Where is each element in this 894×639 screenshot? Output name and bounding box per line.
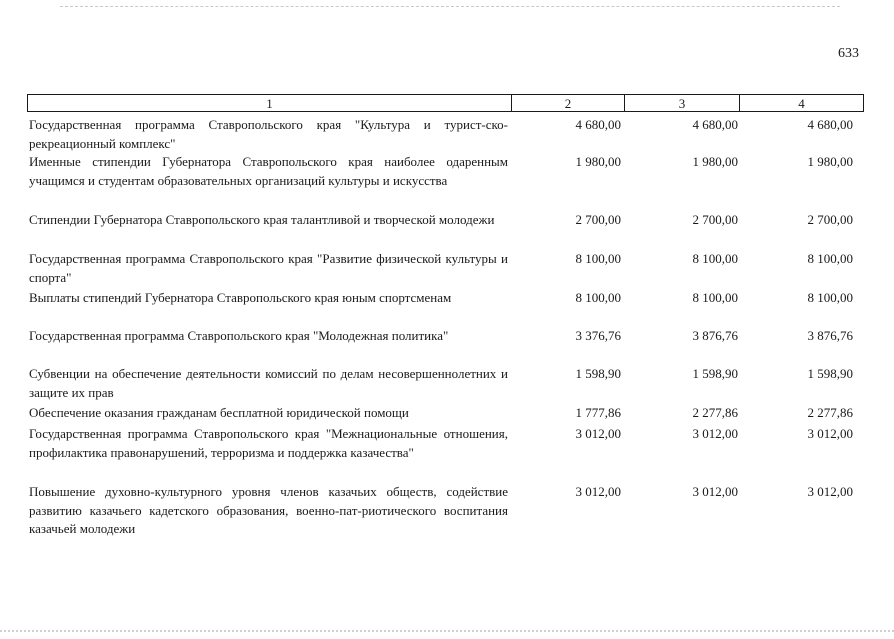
row-value-col-4: 3 876,76 — [807, 328, 853, 343]
row-value-col-2: 1 980,00 — [575, 154, 621, 169]
row-value-col-2: 3 376,76 — [575, 328, 621, 343]
row-value-col-4: 3 012,00 — [807, 484, 853, 499]
row-value-col-2: 4 680,00 — [575, 117, 621, 132]
row-name: Обеспечение оказания гражданам бесплатной юридической помощи — [29, 405, 409, 420]
row-value-col-2: 3 012,00 — [575, 484, 621, 499]
row-value-col-3: 3 876,76 — [692, 328, 738, 343]
table-header — [27, 94, 864, 112]
row-value-col-3: 3 012,00 — [692, 484, 738, 499]
page-number: 633 — [838, 46, 859, 61]
row-name: Субвенции на обеспечение деятельности комиссий по делам несовершеннолетних и защите их прав — [29, 366, 508, 400]
header-col-3: 3 — [625, 95, 740, 111]
row-value-col-4: 8 100,00 — [807, 290, 853, 305]
row-value-col-4: 3 012,00 — [807, 426, 853, 441]
row-value-col-4: 8 100,00 — [807, 251, 853, 266]
row-value-col-2: 8 100,00 — [575, 251, 621, 266]
header-col-1: 1 — [28, 95, 512, 111]
header-col-4: 4 — [798, 96, 805, 111]
row-value-col-2: 1 598,90 — [575, 366, 621, 381]
row-value-col-3: 1 980,00 — [692, 154, 738, 169]
row-name: Государственная программа Ставропольского края "Межнациональные отношения, профилактика правонарушений, терроризма и поддержка казачества" — [29, 426, 508, 460]
row-name: Стипендии Губернатора Ставропольского края талантливой и творческой молодежи — [29, 212, 495, 227]
row-value-col-2: 3 012,00 — [575, 426, 621, 441]
row-value-col-4: 2 277,86 — [807, 405, 853, 420]
row-value-col-3: 3 012,00 — [692, 426, 738, 441]
row-value-col-4: 1 980,00 — [807, 154, 853, 169]
row-value-col-2: 1 777,86 — [575, 405, 621, 420]
row-value-col-2: 8 100,00 — [575, 290, 621, 305]
row-name: Государственная программа Ставропольского края "Развитие физической культуры и спорта" — [29, 251, 508, 285]
row-value-col-3: 2 700,00 — [692, 212, 738, 227]
row-value-col-3: 2 277,86 — [692, 405, 738, 420]
row-name: Повышение духовно-культурного уровня членов казачьих обществ, содействие развитию казачьего кадетского образования, военно-пат-риотического воспитания казачьей молодежи — [29, 484, 508, 536]
row-name: Государственная программа Ставропольского края "Культура и турист-ско-рекреационный комплекс" — [29, 117, 508, 151]
row-value-col-3: 4 680,00 — [692, 117, 738, 132]
scan-artifact-top — [60, 6, 840, 7]
scan-artifact-bottom — [0, 630, 894, 632]
row-value-col-3: 8 100,00 — [692, 251, 738, 266]
row-name: Государственная программа Ставропольского края "Молодежная политика" — [29, 328, 449, 343]
row-value-col-4: 2 700,00 — [807, 212, 853, 227]
row-value-col-4: 1 598,90 — [807, 366, 853, 381]
row-value-col-3: 8 100,00 — [692, 290, 738, 305]
header-col-2: 2 — [512, 95, 625, 111]
row-value-col-4: 4 680,00 — [807, 117, 853, 132]
row-name: Выплаты стипендий Губернатора Ставропольского края юным спортсменам — [29, 290, 452, 305]
row-value-col-2: 2 700,00 — [575, 212, 621, 227]
row-name: Именные стипендии Губернатора Ставропольского края наиболее одаренным учащимся и студентам образовательных организаций культуры и искусства — [29, 154, 508, 188]
row-value-col-3: 1 598,90 — [692, 366, 738, 381]
